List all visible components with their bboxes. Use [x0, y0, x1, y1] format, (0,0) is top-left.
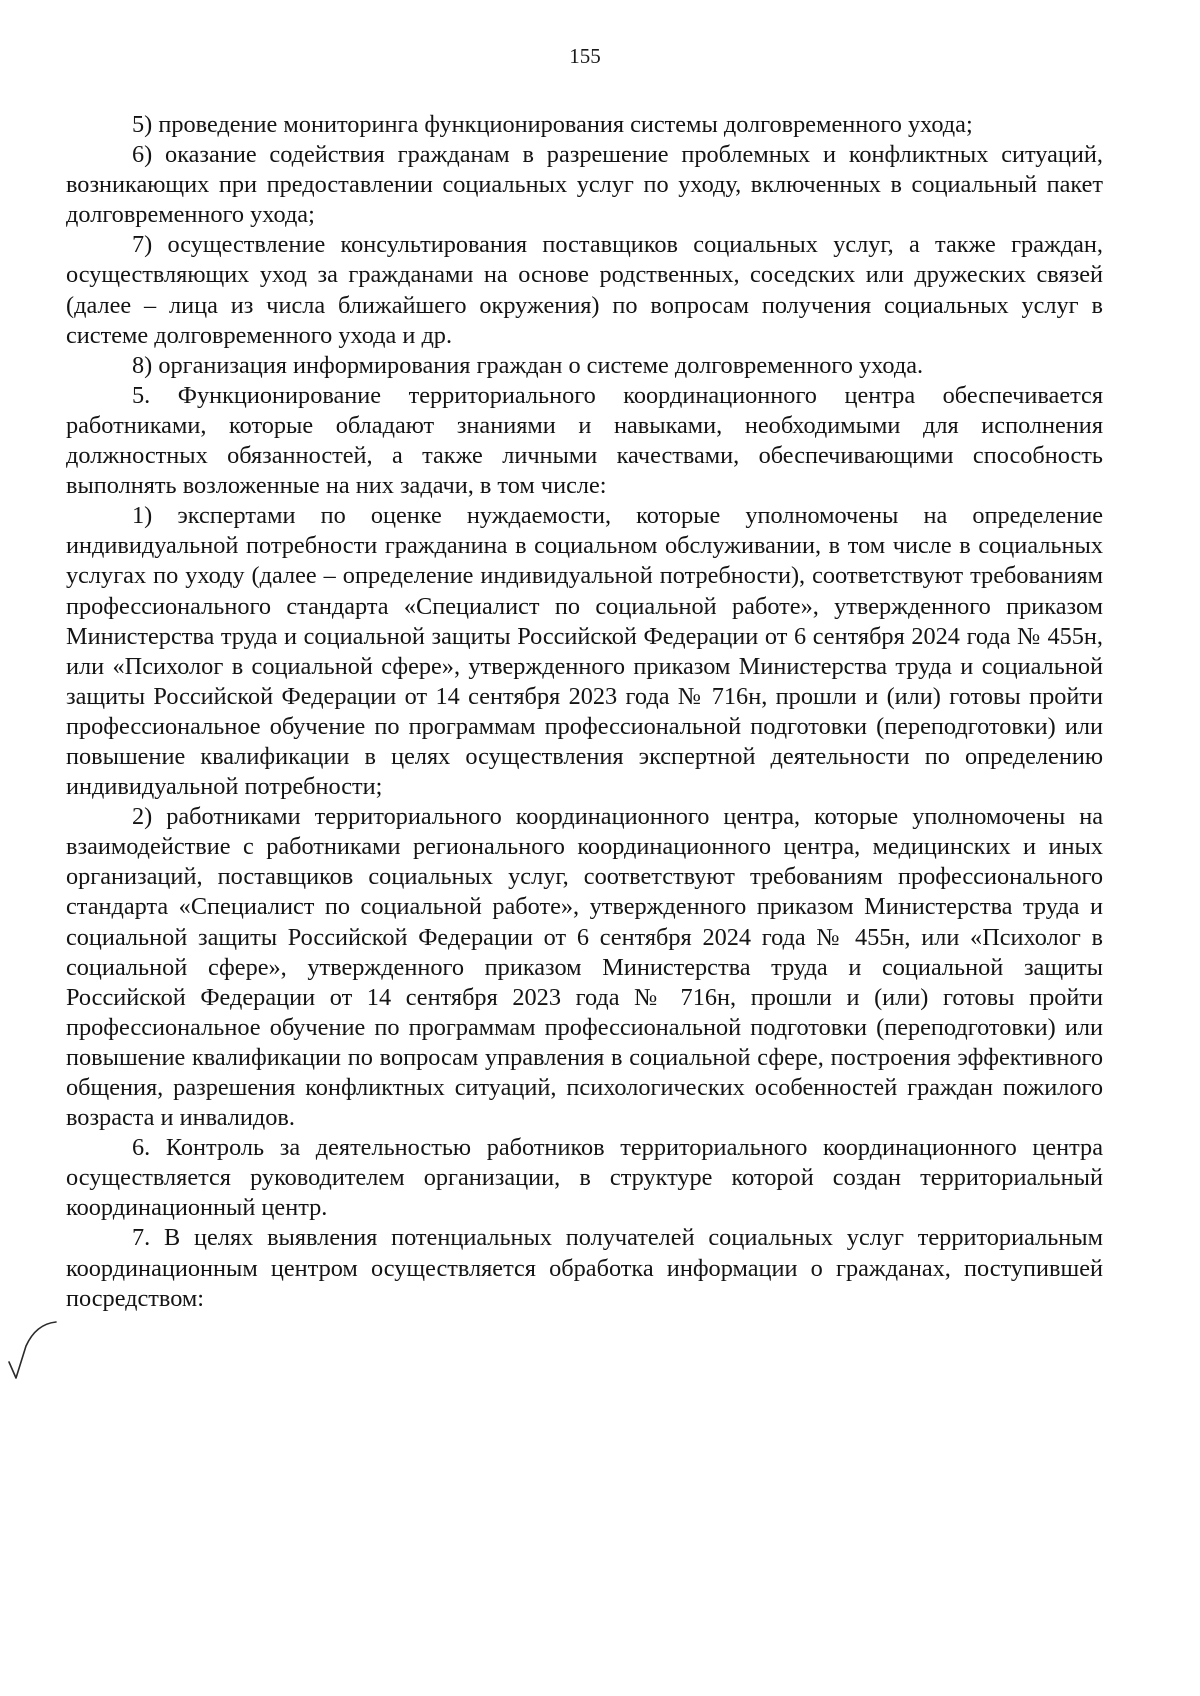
paragraph-item-6-assistance: 6) оказание содействия гражданам в разрешение проблемных и конфликтных ситуаций, возникающих при предоставлении социальных услуг по уходу, включенных в социальный пакет долговременного ухода;: [66, 141, 1103, 229]
paragraph-section-6: 6. Контроль за деятельностью работников территориального координационного центра осуществляется руководителем организации, в структуре которой создан территориальный координационный центр.: [66, 1134, 1103, 1222]
paragraph-item-8-informing: 8) организация информирования граждан о системе долговременного ухода.: [132, 351, 924, 379]
paragraph-subitem-2-workers: 2) работниками территориального координационного центра, которые уполномочены на взаимодействие с работниками регионального координационного центра, медицинских и иных организаций, поставщиков социальных услуг, соответствуют требованиям профессионального стандарта «Специалист по социальной работе», утвержденного приказом Министерства труда и социальной защиты Российской Федерации от 6 сентября 2024 года № 455н, или «Психолог в социальной сфере», утвержденного приказом Министерства труда и социальной защиты Российской Федерации от 14 сентября 2023 года № 716н, прошли и (или) готовы пройти профессиональное обучение по программам профессиональной подготовки (переподготовки) или повышение квалификации по вопросам управления в социальной сфере, построения эффективного общения, разрешения конфликтных ситуаций, психологических особенностей граждан пожилого возраста и инвалидов.: [66, 803, 1103, 1132]
paragraph-section-5: 5. Функционирование территориального координационного центра обеспечивается работниками, которые обладают знаниями и навыками, необходимыми для исполнения должностных обязанностей, а также личными качествами, обеспечивающими способность выполнять возложенные на них задачи, в том числе:: [66, 381, 1103, 500]
paragraph-item-7-consulting: 7) осуществление консультирования поставщиков социальных услуг, а также граждан, осуществляющих уход за гражданами на основе родственных, соседских или дружеских связей (далее – лица из числа ближайшего окружения) по вопросам получения социальных услуг в системе долговременного ухода и др.: [66, 231, 1103, 349]
paragraph-item-5-monitoring: 5) проведение мониторинга функционирования системы долговременного ухода;: [132, 111, 973, 138]
paragraph-subitem-1-experts: 1) экспертами по оценке нуждаемости, которые уполномочены на определение индивидуальной потребности гражданина в социальном обслуживании, в том числе в социальных услугах по уходу (далее – определение индивидуальной потребности), соответствуют требованиям профессионального стандарта «Специалист по социальной работе», утвержденного приказом Министерства труда и социальной защиты Российской Федерации от 6 сентября 2024 года № 455н, или «Психолог в социальной сфере», утвержденного приказом Министерства труда и социальной защиты Российской Федерации от 14 сентября 2023 года № 716н, прошли и (или) готовы пройти профессиональное обучение по программам профессиональной подготовки (переподготовки) или повышение квалификации в целях осуществления экспертной деятельности по определению индивидуальной потребности;: [66, 502, 1103, 801]
paragraph-section-7: 7. В целях выявления потенциальных получателей социальных услуг территориальным координационным центром осуществляется обработка информации о гражданах, поступившей посредством:: [66, 1224, 1103, 1312]
page-number: 155: [569, 44, 601, 68]
handwritten-check-mark-icon: [6, 1320, 58, 1382]
document-body: [66, 110, 1103, 1314]
